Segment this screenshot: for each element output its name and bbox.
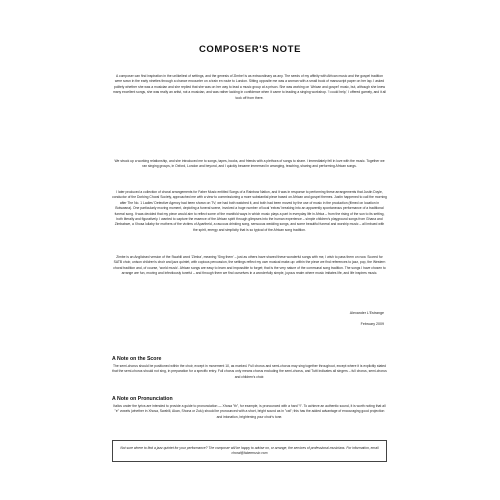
paragraph-zimbe: Zimbe is an Anglicised version of the Swahili word 'Zimba', meaning 'Sing them' – just as others have shared these wonderful songs with me, I wish to pass them on now. Scored for SATB choir, unison children's choir and jazz quintet, with copious percussion, the settings reflect my own musical make-up: within the piece we find references to jazz, pop, the Western choral tradition and, of course, 'world music'. African songs are easy to learn and impossible to forget; that is the very nature of the communal song tradition. The songs I have chosen to arrange are fun, moving and infectiously tuneful – and through them we find ourselves in a wonderfully simple, joyous realm where music imitates life, and life inspires music. bbox=[113, 255, 386, 276]
signature-date: February 2009 bbox=[360, 322, 384, 326]
pronunciation-note-body: Italics under the lyrics are intended to provide a guide to pronunciation — Xhosa "th", for example, is pronounced with a hard "t". To achieve an authentic sound, it is worth noting that all "e" vowels (whether in Xhosa, Swahili, Akan, Shona or Zulu) should be pronounced with a short, bright sound as in "cat"; this has the added advantage of encouraging good projection and intonation, brightening your choir's tone. bbox=[113, 404, 386, 419]
paragraph-intro: A composer can find inspiration in the unlikeliest of settings, and the genesis of Zimbe! is as extraordinary as any. The seeds of my affinity with African music and the gospel tradition were sown in the early nineties through a chance encounter on a train en route to London. Sitting opposite me was a woman with a small book of manuscript paper on her lap. I asked politely whether she was a musician and she replied that she was on her way to lead a music group at a prison. She was working on 'African and gospel' music, but, although she knew many excellent songs, she was really an artist, not a musician, and was rather lacking in confidence when it came to leading a singing workshop. 'I could help,' I offered gamely, and it all took off from there. bbox=[112, 74, 387, 100]
score-note-heading: A Note on the Score bbox=[112, 356, 162, 362]
signature-name: Alexander L'Estrange bbox=[349, 311, 384, 315]
page-title: COMPOSER'S NOTE bbox=[198, 44, 302, 55]
paragraph-relationship: We struck up a working relationship, and she introduced me to songs, tapes, books, and friends with a plethora of songs to share. I immediately fell in love with the music. Together we ran singing groups, in Oxford, London and beyond, and I quickly became immersed in arranging, teaching, sharing and performing African songs. bbox=[114, 159, 385, 169]
footer-notice-text: Not sure where to find a jazz quintet for your performance? The composer will be happy to advise on, or arrange, the services of professional musicians. For information, email choral@fabermusic.com bbox=[120, 446, 379, 456]
pronunciation-note-heading: A Note on Pronunciation bbox=[112, 396, 173, 402]
footer-notice-box bbox=[112, 440, 387, 462]
paragraph-commission: I later produced a collection of choral arrangements for Faber Music entitled Songs of a Rainbow Nation, and it was in response to performing these arrangements that Justin Doyle, conductor of the Dorking Choral Society, approached me with a view to commissioning a more substantial piece based on African and gospel themes. Justin happened to call the morning after The No. 1 Ladies' Detective Agency had been shown on TV; we had both watched it, and both had been moved by the use of music in the production (filmed on location in Botswana). One particularly moving moment, depicting a funeral scene, involved a huge number of local 'extras' breaking into an apparently spontaneous performance of a traditional funeral song. It was decided that my piece would aim to reflect some of the manifold ways in which music plays a part in everyday life in Africa – from the rising of the sun to its setting, both literally and figuratively. I wanted to capture the essence of the African spirit through glimpses into the human experience – simple children's playground songs from Ghana and Zimbabwe, a Xhosa lullaby for mothers of the victims of Apartheid, a raucous drinking song, sensuous wedding songs, and some beautiful funeral and worship music – all imbued with the spirit, energy and simplicity that is so typical of the African song tradition. bbox=[112, 190, 387, 232]
score-note-body: The semi-chorus should be positioned within the choir, except in movement 10, as marked. Full chorus and semi-chorus may sing together throughout, except where it is explicitly stated that the semi-chorus should not sing, in preparation for a specific entry. Full chorus only means chorus excluding the semi-chorus, and Tutti indicates all singers – full chorus, semi-chorus and children's choir. bbox=[112, 364, 387, 379]
